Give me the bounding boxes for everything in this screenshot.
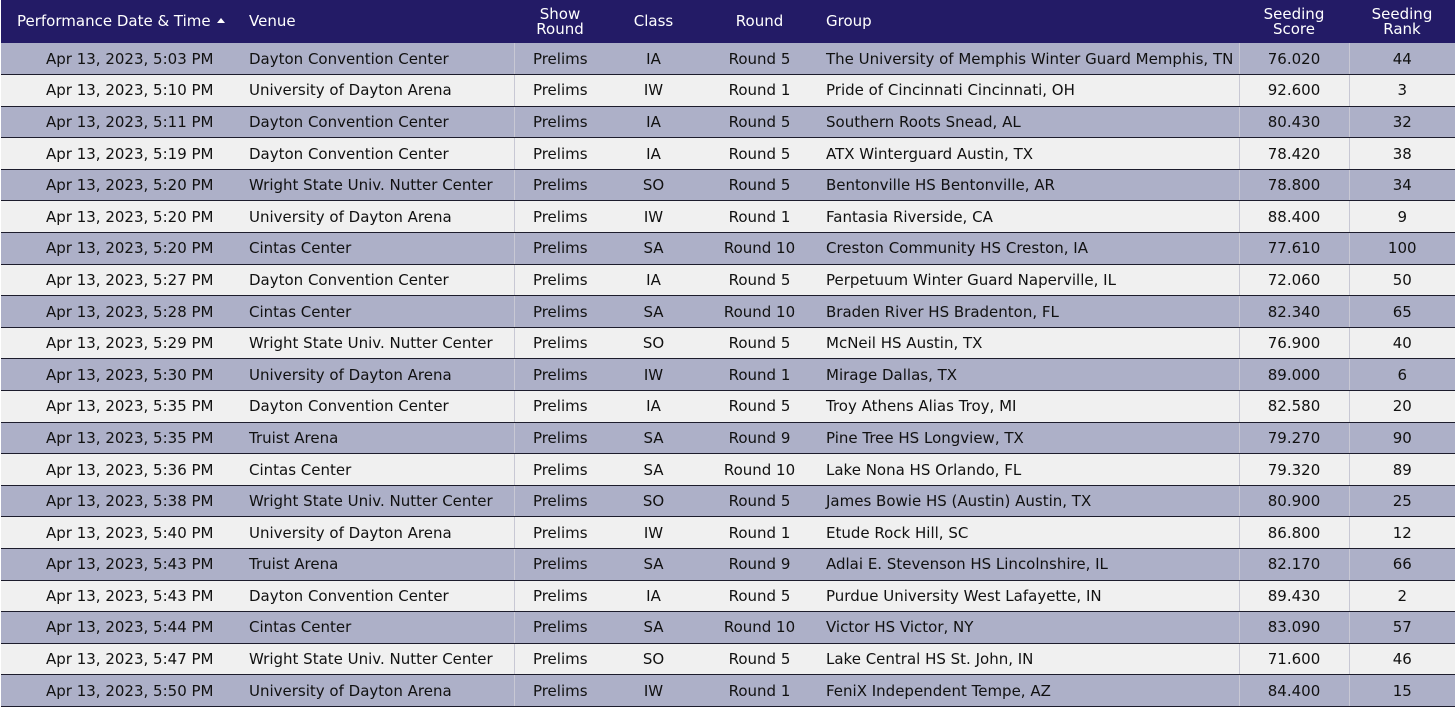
column-header-seeding-score[interactable] <box>1239 0 1349 43</box>
table-row[interactable] <box>1 233 1455 265</box>
cell-seeding-rank: 6 <box>1349 359 1455 391</box>
cell-seeding-score: 72.060 <box>1239 264 1349 296</box>
cell-group: The University of Memphis Winter Guard Memphis, TN <box>818 43 1239 75</box>
cell-date: Apr 13, 2023, 5:20 PM <box>1 201 241 233</box>
cell-seeding-score: 80.430 <box>1239 106 1349 138</box>
cell-venue: Cintas Center <box>241 296 514 328</box>
cell-seeding-score: 92.600 <box>1239 75 1349 107</box>
cell-seeding-score: 82.580 <box>1239 391 1349 423</box>
cell-venue: Truist Arena <box>241 422 514 454</box>
column-header-show-round-line2: Round <box>536 19 584 38</box>
cell-venue: Truist Arena <box>241 549 514 581</box>
cell-class: IA <box>606 138 701 170</box>
cell-date: Apr 13, 2023, 5:27 PM <box>1 264 241 296</box>
cell-show-round: Prelims <box>514 106 606 138</box>
table-row[interactable] <box>1 296 1455 328</box>
table-row[interactable] <box>1 485 1455 517</box>
cell-group: Southern Roots Snead, AL <box>818 106 1239 138</box>
table-row[interactable] <box>1 391 1455 423</box>
cell-show-round: Prelims <box>514 391 606 423</box>
cell-seeding-score: 76.020 <box>1239 43 1349 75</box>
cell-group: Perpetuum Winter Guard Naperville, IL <box>818 264 1239 296</box>
cell-seeding-rank: 90 <box>1349 422 1455 454</box>
cell-seeding-rank: 89 <box>1349 454 1455 486</box>
cell-venue: Dayton Convention Center <box>241 264 514 296</box>
cell-seeding-rank: 38 <box>1349 138 1455 170</box>
column-header-round[interactable]: Round <box>735 12 784 30</box>
cell-show-round: Prelims <box>514 454 606 486</box>
column-header-show-round-line1: Show <box>539 4 581 23</box>
cell-date: Apr 13, 2023, 5:20 PM <box>1 233 241 265</box>
cell-venue: Dayton Convention Center <box>241 580 514 612</box>
table-row[interactable] <box>1 43 1455 75</box>
cell-seeding-rank: 20 <box>1349 391 1455 423</box>
table-row[interactable] <box>1 327 1455 359</box>
cell-date: Apr 13, 2023, 5:35 PM <box>1 391 241 423</box>
cell-class: SO <box>606 327 701 359</box>
cell-venue: Dayton Convention Center <box>241 391 514 423</box>
cell-seeding-score: 78.420 <box>1239 138 1349 170</box>
cell-class: IA <box>606 264 701 296</box>
cell-seeding-rank: 57 <box>1349 612 1455 644</box>
cell-class: SA <box>606 296 701 328</box>
cell-date: Apr 13, 2023, 5:28 PM <box>1 296 241 328</box>
cell-seeding-score: 82.340 <box>1239 296 1349 328</box>
cell-class: SO <box>606 643 701 675</box>
cell-seeding-rank: 25 <box>1349 485 1455 517</box>
cell-seeding-score: 83.090 <box>1239 612 1349 644</box>
cell-venue: University of Dayton Arena <box>241 517 514 549</box>
table-row[interactable] <box>1 169 1455 201</box>
cell-seeding-score: 71.600 <box>1239 643 1349 675</box>
cell-round: Round 5 <box>701 106 818 138</box>
cell-round: Round 5 <box>701 327 818 359</box>
cell-seeding-score: 78.800 <box>1239 169 1349 201</box>
cell-show-round: Prelims <box>514 296 606 328</box>
table-row[interactable] <box>1 612 1455 644</box>
column-header-venue[interactable]: Venue <box>249 12 296 30</box>
cell-seeding-rank: 32 <box>1349 106 1455 138</box>
cell-class: SO <box>606 169 701 201</box>
cell-show-round: Prelims <box>514 327 606 359</box>
cell-venue: Cintas Center <box>241 612 514 644</box>
cell-date: Apr 13, 2023, 5:40 PM <box>1 517 241 549</box>
cell-group: McNeil HS Austin, TX <box>818 327 1239 359</box>
cell-show-round: Prelims <box>514 43 606 75</box>
cell-round: Round 10 <box>701 454 818 486</box>
cell-group: FeniX Independent Tempe, AZ <box>818 675 1239 707</box>
cell-date: Apr 13, 2023, 5:50 PM <box>1 675 241 707</box>
cell-round: Round 5 <box>701 169 818 201</box>
cell-date: Apr 13, 2023, 5:47 PM <box>1 643 241 675</box>
cell-venue: Wright State Univ. Nutter Center <box>241 327 514 359</box>
cell-seeding-rank: 46 <box>1349 643 1455 675</box>
cell-show-round: Prelims <box>514 359 606 391</box>
cell-seeding-rank: 9 <box>1349 201 1455 233</box>
column-header-show-round[interactable] <box>514 0 606 43</box>
cell-class: SA <box>606 612 701 644</box>
cell-venue: University of Dayton Arena <box>241 201 514 233</box>
cell-seeding-score: 84.400 <box>1239 675 1349 707</box>
cell-venue: Cintas Center <box>241 233 514 265</box>
cell-class: SA <box>606 233 701 265</box>
cell-show-round: Prelims <box>514 75 606 107</box>
cell-seeding-score: 79.320 <box>1239 454 1349 486</box>
cell-group: Lake Central HS St. John, IN <box>818 643 1239 675</box>
cell-group: Etude Rock Hill, SC <box>818 517 1239 549</box>
cell-seeding-rank: 44 <box>1349 43 1455 75</box>
column-header-group[interactable]: Group <box>826 12 872 30</box>
cell-seeding-score: 80.900 <box>1239 485 1349 517</box>
cell-seeding-score: 86.800 <box>1239 517 1349 549</box>
column-header-seeding-rank-line2: Rank <box>1383 19 1421 38</box>
cell-class: SA <box>606 549 701 581</box>
cell-venue: Dayton Convention Center <box>241 138 514 170</box>
cell-venue: University of Dayton Arena <box>241 75 514 107</box>
table-row[interactable] <box>1 580 1455 612</box>
cell-round: Round 5 <box>701 43 818 75</box>
cell-show-round: Prelims <box>514 169 606 201</box>
cell-show-round: Prelims <box>514 612 606 644</box>
cell-class: IW <box>606 201 701 233</box>
cell-date: Apr 13, 2023, 5:30 PM <box>1 359 241 391</box>
cell-round: Round 10 <box>701 612 818 644</box>
cell-seeding-score: 88.400 <box>1239 201 1349 233</box>
cell-venue: University of Dayton Arena <box>241 359 514 391</box>
cell-show-round: Prelims <box>514 201 606 233</box>
table-row[interactable] <box>1 138 1455 170</box>
column-header-date[interactable] <box>1 0 241 43</box>
cell-round: Round 9 <box>701 422 818 454</box>
cell-group: Adlai E. Stevenson HS Lincolnshire, IL <box>818 549 1239 581</box>
cell-show-round: Prelims <box>514 675 606 707</box>
cell-date: Apr 13, 2023, 5:20 PM <box>1 169 241 201</box>
cell-group: Victor HS Victor, NY <box>818 612 1239 644</box>
cell-round: Round 1 <box>701 359 818 391</box>
cell-show-round: Prelims <box>514 233 606 265</box>
cell-round: Round 5 <box>701 643 818 675</box>
cell-date: Apr 13, 2023, 5:44 PM <box>1 612 241 644</box>
cell-show-round: Prelims <box>514 138 606 170</box>
cell-round: Round 1 <box>701 517 818 549</box>
table-row[interactable] <box>1 75 1455 107</box>
cell-seeding-score: 89.430 <box>1239 580 1349 612</box>
cell-venue: Wright State Univ. Nutter Center <box>241 169 514 201</box>
cell-class: IA <box>606 391 701 423</box>
cell-round: Round 1 <box>701 75 818 107</box>
cell-class: IW <box>606 675 701 707</box>
cell-group: Bentonville HS Bentonville, AR <box>818 169 1239 201</box>
table-row[interactable] <box>1 106 1455 138</box>
cell-seeding-score: 89.000 <box>1239 359 1349 391</box>
cell-date: Apr 13, 2023, 5:43 PM <box>1 580 241 612</box>
column-header-seeding-score-line2: Score <box>1272 19 1315 38</box>
table-row[interactable] <box>1 643 1455 675</box>
cell-date: Apr 13, 2023, 5:35 PM <box>1 422 241 454</box>
table-row[interactable] <box>1 422 1455 454</box>
column-header-class[interactable]: Class <box>633 12 674 30</box>
cell-group: James Bowie HS (Austin) Austin, TX <box>818 485 1239 517</box>
cell-venue: University of Dayton Arena <box>241 675 514 707</box>
cell-group: Troy Athens Alias Troy, MI <box>818 391 1239 423</box>
column-header-seeding-rank[interactable] <box>1349 0 1455 43</box>
cell-show-round: Prelims <box>514 549 606 581</box>
cell-round: Round 5 <box>701 485 818 517</box>
cell-date: Apr 13, 2023, 5:19 PM <box>1 138 241 170</box>
column-header-seeding-score-line1: Seeding <box>1263 4 1325 23</box>
cell-seeding-rank: 40 <box>1349 327 1455 359</box>
cell-group: Lake Nona HS Orlando, FL <box>818 454 1239 486</box>
cell-venue: Wright State Univ. Nutter Center <box>241 485 514 517</box>
cell-round: Round 9 <box>701 549 818 581</box>
sort-ascending-icon[interactable] <box>217 18 225 23</box>
cell-round: Round 1 <box>701 675 818 707</box>
cell-date: Apr 13, 2023, 5:10 PM <box>1 75 241 107</box>
cell-class: IA <box>606 106 701 138</box>
cell-show-round: Prelims <box>514 643 606 675</box>
cell-show-round: Prelims <box>514 264 606 296</box>
cell-class: SA <box>606 422 701 454</box>
cell-class: SO <box>606 485 701 517</box>
cell-venue: Cintas Center <box>241 454 514 486</box>
cell-show-round: Prelims <box>514 422 606 454</box>
cell-group: ATX Winterguard Austin, TX <box>818 138 1239 170</box>
cell-seeding-rank: 66 <box>1349 549 1455 581</box>
header-row <box>1 0 1455 43</box>
cell-date: Apr 13, 2023, 5:11 PM <box>1 106 241 138</box>
cell-class: SA <box>606 454 701 486</box>
table-row[interactable] <box>1 264 1455 296</box>
column-header-date-label: Performance Date & Time <box>17 12 211 30</box>
cell-class: IW <box>606 75 701 107</box>
cell-class: IW <box>606 517 701 549</box>
cell-round: Round 5 <box>701 391 818 423</box>
table-row[interactable] <box>1 517 1455 549</box>
cell-seeding-rank: 15 <box>1349 675 1455 707</box>
table-row[interactable] <box>1 201 1455 233</box>
cell-date: Apr 13, 2023, 5:03 PM <box>1 43 241 75</box>
cell-class: IA <box>606 43 701 75</box>
table-row[interactable] <box>1 675 1455 707</box>
cell-seeding-rank: 50 <box>1349 264 1455 296</box>
cell-group: Creston Community HS Creston, IA <box>818 233 1239 265</box>
cell-group: Pride of Cincinnati Cincinnati, OH <box>818 75 1239 107</box>
cell-date: Apr 13, 2023, 5:38 PM <box>1 485 241 517</box>
table-row[interactable] <box>1 454 1455 486</box>
cell-seeding-score: 77.610 <box>1239 233 1349 265</box>
cell-round: Round 5 <box>701 264 818 296</box>
cell-round: Round 5 <box>701 580 818 612</box>
cell-group: Purdue University West Lafayette, IN <box>818 580 1239 612</box>
cell-venue: Wright State Univ. Nutter Center <box>241 643 514 675</box>
column-header-seeding-rank-line1: Seeding <box>1371 4 1433 23</box>
cell-seeding-score: 79.270 <box>1239 422 1349 454</box>
cell-seeding-rank: 12 <box>1349 517 1455 549</box>
table-row[interactable] <box>1 359 1455 391</box>
cell-date: Apr 13, 2023, 5:36 PM <box>1 454 241 486</box>
cell-round: Round 1 <box>701 201 818 233</box>
cell-date: Apr 13, 2023, 5:43 PM <box>1 549 241 581</box>
cell-seeding-rank: 65 <box>1349 296 1455 328</box>
cell-class: IA <box>606 580 701 612</box>
cell-group: Pine Tree HS Longview, TX <box>818 422 1239 454</box>
cell-venue: Dayton Convention Center <box>241 43 514 75</box>
cell-seeding-rank: 2 <box>1349 580 1455 612</box>
table-row[interactable] <box>1 549 1455 581</box>
cell-seeding-rank: 34 <box>1349 169 1455 201</box>
cell-show-round: Prelims <box>514 517 606 549</box>
cell-group: Mirage Dallas, TX <box>818 359 1239 391</box>
cell-seeding-score: 82.170 <box>1239 549 1349 581</box>
cell-seeding-score: 76.900 <box>1239 327 1349 359</box>
cell-round: Round 10 <box>701 233 818 265</box>
cell-group: Fantasia Riverside, CA <box>818 201 1239 233</box>
cell-class: IW <box>606 359 701 391</box>
cell-seeding-rank: 3 <box>1349 75 1455 107</box>
schedule-table <box>1 0 1455 707</box>
cell-seeding-rank: 100 <box>1349 233 1455 265</box>
cell-show-round: Prelims <box>514 485 606 517</box>
cell-show-round: Prelims <box>514 580 606 612</box>
cell-venue: Dayton Convention Center <box>241 106 514 138</box>
cell-round: Round 10 <box>701 296 818 328</box>
cell-round: Round 5 <box>701 138 818 170</box>
table-body <box>1 43 1455 706</box>
cell-date: Apr 13, 2023, 5:29 PM <box>1 327 241 359</box>
cell-group: Braden River HS Bradenton, FL <box>818 296 1239 328</box>
